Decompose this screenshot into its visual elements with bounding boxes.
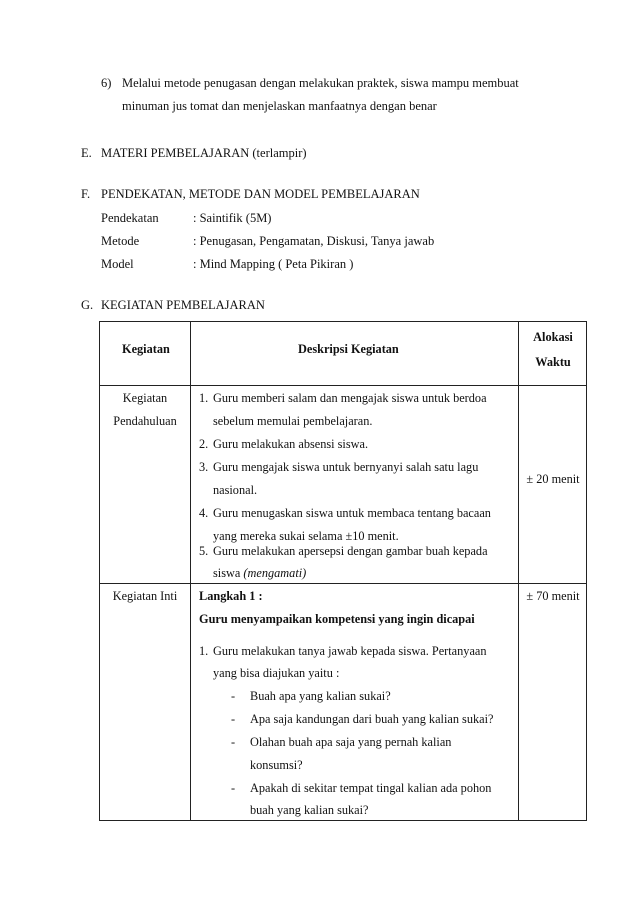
table-divider-col-2 [518, 322, 519, 820]
header-waktu: Waktu [535, 355, 571, 369]
intro-line-2: minuman jus tomat dan menjelaskan manfaatnya dengan benar [122, 99, 437, 113]
section-e-title: MATERI PEMBELAJARAN (terlampir) [101, 146, 307, 160]
header-deskripsi: Deskripsi Kegiatan [298, 342, 399, 356]
pendahuluan-item-1-line-1: Guru memberi salam dan mengajak siswa untuk berdoa [213, 391, 487, 405]
intro-number: 6) [101, 76, 112, 90]
table-divider-col-1 [190, 322, 191, 820]
header-kegiatan: Kegiatan [122, 342, 170, 356]
question-4-line-2: buah yang kalian sukai? [250, 803, 369, 817]
header-alokasi: Alokasi [533, 330, 573, 344]
pendahuluan-time: ± 20 menit [526, 472, 580, 486]
pendahuluan-item-3-num: 3. [199, 460, 209, 474]
pendekatan-value: : Saintifik (5M) [193, 211, 272, 225]
section-g-letter: G. [81, 298, 94, 312]
pendahuluan-item-5-siswa: siswa [213, 566, 244, 580]
inti-item-1-line-2: yang bisa diajukan yaitu : [213, 666, 340, 680]
section-f-letter: F. [81, 187, 91, 201]
question-3-dash: - [231, 735, 236, 749]
metode-label: Metode [101, 234, 140, 248]
pendahuluan-item-4-num: 4. [199, 506, 209, 520]
section-g-title: KEGIATAN PEMBELAJARAN [101, 298, 265, 312]
pendahuluan-item-1-num: 1. [199, 391, 209, 405]
pendahuluan-item-5-line-2 [213, 566, 306, 581]
table-divider-row-1 [100, 385, 586, 386]
pendahuluan-label-2: Pendahuluan [113, 414, 177, 428]
intro-line-1: Melalui metode penugasan dengan melakukan praktek, siswa mampu membuat [122, 76, 519, 90]
question-3-line-2: konsumsi? [250, 758, 303, 772]
section-f-title: PENDEKATAN, METODE DAN MODEL PEMBELAJARAN [101, 187, 420, 201]
question-1-dash: - [231, 689, 236, 703]
question-4-dash: - [231, 781, 236, 795]
pendahuluan-item-1-line-2: sebelum memulai pembelajaran. [213, 414, 373, 428]
pendahuluan-item-5-num: 5. [199, 544, 209, 558]
pendahuluan-item-4-line-2: yang mereka sukai selama ±10 menit. [213, 529, 399, 543]
pendahuluan-item-2-num: 2. [199, 437, 209, 451]
question-2-dash: - [231, 712, 236, 726]
pendahuluan-item-3-line-2: nasional. [213, 483, 258, 497]
model-label: Model [101, 257, 134, 271]
pendahuluan-label-1: Kegiatan [122, 391, 168, 405]
question-4-line-1: Apakah di sekitar tempat tingal kalian ada pohon [250, 781, 492, 795]
pendahuluan-item-5-mengamati: (mengamati) [243, 566, 307, 580]
metode-value: : Penugasan, Pengamatan, Diskusi, Tanya jawab [193, 234, 435, 248]
section-e-letter: E. [81, 146, 92, 160]
question-3-line-1: Olahan buah apa saja yang pernah kalian [250, 735, 452, 749]
pendahuluan-item-3-line-1: Guru mengajak siswa untuk bernyanyi salah satu lagu [213, 460, 479, 474]
inti-item-1-num: 1. [199, 644, 209, 658]
pendahuluan-item-2-line-1: Guru melakukan absensi siswa. [213, 437, 369, 451]
table-divider-row-2 [100, 583, 586, 584]
model-value: : Mind Mapping ( Peta Pikiran ) [193, 257, 354, 271]
inti-step: Langkah 1 : [199, 589, 263, 603]
pendekatan-label: Pendekatan [101, 211, 159, 225]
pendahuluan-item-5-line-1: Guru melakukan apersepsi dengan gambar buah kepada [213, 544, 488, 558]
inti-step-title: Guru menyampaikan kompetensi yang ingin dicapai [199, 612, 475, 626]
question-2-line-1: Apa saja kandungan dari buah yang kalian sukai? [250, 712, 494, 726]
pendahuluan-item-4-line-1: Guru menugaskan siswa untuk membaca tentang bacaan [213, 506, 491, 520]
inti-item-1-line-1: Guru melakukan tanya jawab kepada siswa. Pertanyaan [213, 644, 487, 658]
question-1-line-1: Buah apa yang kalian sukai? [250, 689, 391, 703]
inti-time: ± 70 menit [526, 589, 580, 603]
kegiatan-table [99, 321, 587, 821]
inti-label: Kegiatan Inti [112, 589, 178, 603]
